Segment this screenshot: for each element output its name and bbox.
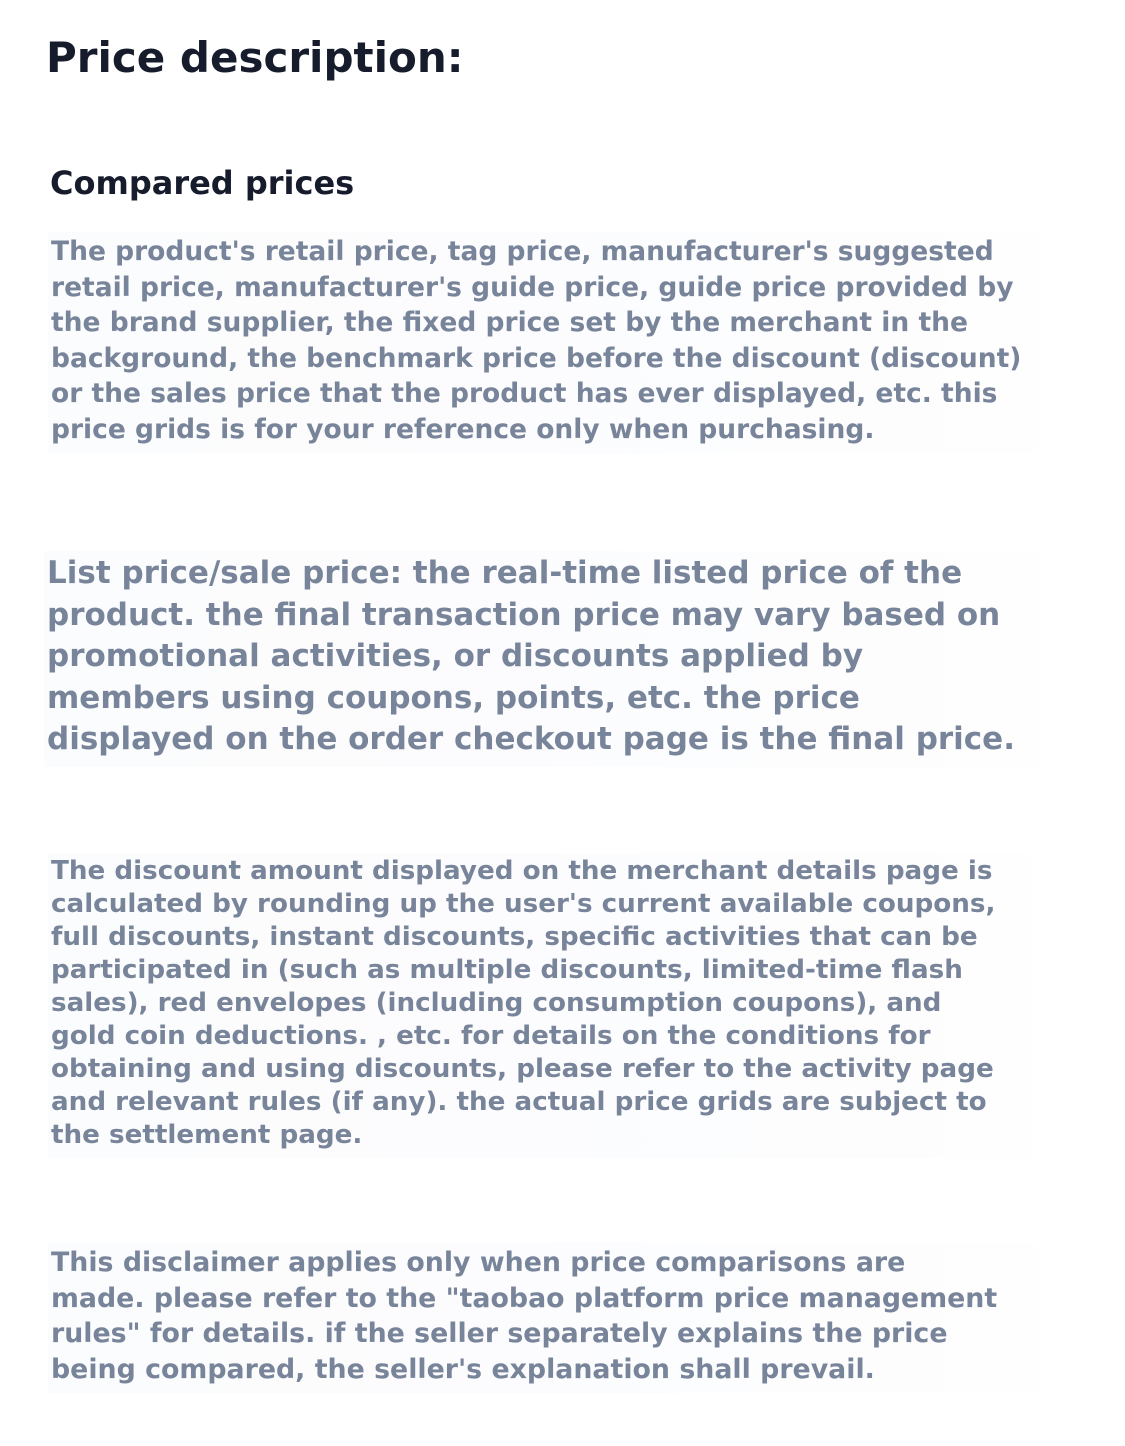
list-price-paragraph: List price/sale price: the real-time listed price of the product. the final transaction price may vary based on promotional activities, or discounts applied by members using coupons, points, etc. the price displayed on the order checkout page is the final price. (44, 551, 1071, 767)
page-title: Price description: (46, 33, 464, 82)
section-heading-compared-prices: Compared prices (50, 164, 355, 202)
discount-amount-paragraph: The discount amount displayed on the merchant details page is calculated by rounding up the user's current available coupons, full discounts, instant discounts, specific activities that can be participated in (such as multiple discounts, limited-time flash sales), red envelopes (including consumption coupons), and gold coin deductions. , etc. for details on the conditions for obtaining and using discounts, please refer to the activity page and relevant rules (if any). the actual price grids are subject to the settlement page. (48, 853, 1063, 1158)
disclaimer-paragraph: This disclaimer applies only when price comparisons are made. please refer to the "taobao platform price management rules" for details. if the seller separately explains the price being compared, the seller's explanation shall prevail. (48, 1243, 1067, 1393)
compared-prices-paragraph: The product's retail price, tag price, manufacturer's suggested retail price, manufacturer's guide price, guide price provided by the brand supplier, the fixed price set by the merchant in the background, the benchmark price before the discount (discount) or the sales price that the product has ever displayed, etc. this price grids is for your reference only when purchasing. (48, 232, 1069, 453)
